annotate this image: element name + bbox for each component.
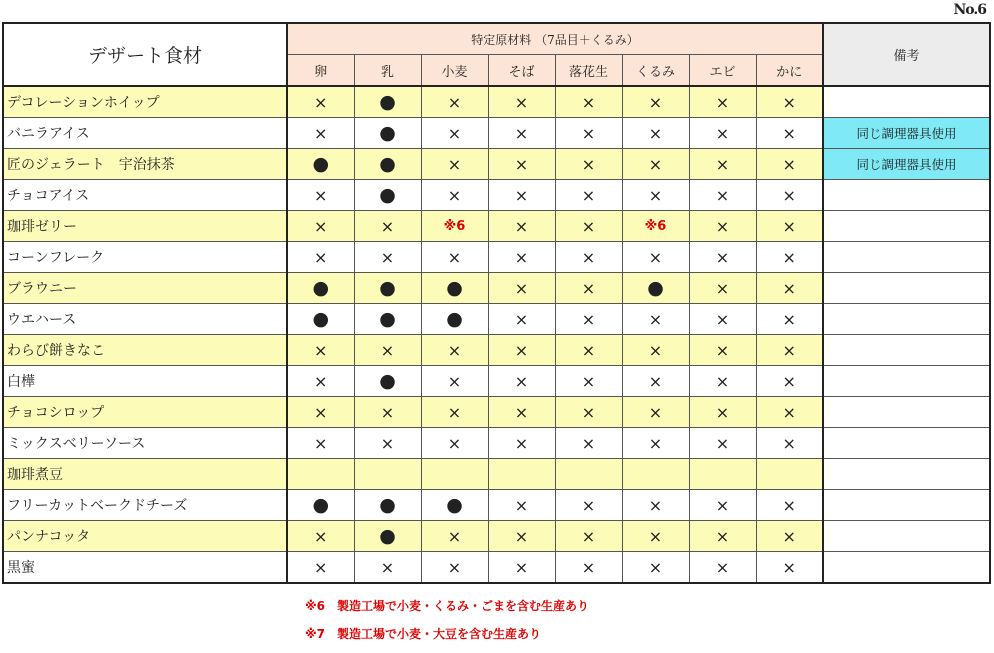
allergen-cell: × xyxy=(689,273,756,304)
allergen-cell: × xyxy=(354,428,421,459)
allergen-cell: × xyxy=(756,304,823,335)
allergen-cell: × xyxy=(756,211,823,242)
allergen-cell: × xyxy=(555,428,622,459)
remark-cell xyxy=(823,304,990,335)
food-name: わらび餅きなこ xyxy=(3,335,287,366)
allergen-cell xyxy=(689,459,756,490)
table-row xyxy=(3,149,990,180)
table-row xyxy=(3,335,990,366)
allergen-cell: ● xyxy=(421,304,488,335)
food-name: パンナコッタ xyxy=(3,521,287,552)
allergen-cell: ※6 xyxy=(421,211,488,242)
allergen-cell xyxy=(756,459,823,490)
table-title: デザート食材 xyxy=(3,23,287,86)
allergen-header: かに xyxy=(756,55,823,87)
page-number: No.6 xyxy=(953,2,986,18)
table-row xyxy=(3,180,990,211)
allergen-header: くるみ xyxy=(622,55,689,87)
allergen-header: エビ xyxy=(689,55,756,87)
table-row xyxy=(3,397,990,428)
allergen-cell: × xyxy=(756,86,823,118)
allergen-cell: ● xyxy=(287,273,354,304)
allergen-cell: ● xyxy=(354,86,421,118)
remark-cell xyxy=(823,242,990,273)
remark-cell: 同じ調理器具使用 xyxy=(823,149,990,180)
allergen-cell: × xyxy=(488,86,555,118)
allergen-cell: × xyxy=(555,211,622,242)
allergen-cell: × xyxy=(354,242,421,273)
allergen-cell xyxy=(287,459,354,490)
allergen-cell: × xyxy=(622,242,689,273)
allergen-cell: ● xyxy=(354,366,421,397)
allergen-header: そば xyxy=(488,55,555,87)
allergen-cell: × xyxy=(488,118,555,149)
table-row xyxy=(3,211,990,242)
allergen-cell xyxy=(354,459,421,490)
allergen-cell xyxy=(622,459,689,490)
table-row xyxy=(3,459,990,490)
allergen-cell: × xyxy=(421,118,488,149)
allergen-cell: ● xyxy=(421,273,488,304)
allergen-cell: × xyxy=(287,242,354,273)
allergen-cell: × xyxy=(689,118,756,149)
allergen-cell: × xyxy=(555,149,622,180)
food-name: 珈琲煮豆 xyxy=(3,459,287,490)
remark-cell xyxy=(823,335,990,366)
allergen-cell: × xyxy=(488,211,555,242)
remarks-header: 備考 xyxy=(823,23,990,86)
allergen-cell: × xyxy=(488,242,555,273)
allergen-cell: × xyxy=(689,335,756,366)
food-name: 白樺 xyxy=(3,366,287,397)
allergen-cell: × xyxy=(421,397,488,428)
allergen-cell: × xyxy=(354,397,421,428)
allergen-group-header: 特定原材料 （7品目＋くるみ） xyxy=(287,23,823,55)
allergen-cell: × xyxy=(622,304,689,335)
allergen-header: 小麦 xyxy=(421,55,488,87)
allergen-cell: × xyxy=(622,366,689,397)
remark-cell xyxy=(823,490,990,521)
allergen-header: 落花生 xyxy=(555,55,622,87)
footnotes xyxy=(305,597,589,653)
allergen-header: 乳 xyxy=(354,55,421,87)
allergen-cell: × xyxy=(555,397,622,428)
allergen-cell: × xyxy=(689,397,756,428)
allergen-cell: × xyxy=(488,428,555,459)
allergen-cell: × xyxy=(622,490,689,521)
remark-cell xyxy=(823,273,990,304)
allergen-cell: ● xyxy=(421,490,488,521)
allergen-cell: × xyxy=(689,211,756,242)
allergen-cell: × xyxy=(689,552,756,584)
remark-cell xyxy=(823,86,990,118)
allergen-cell: × xyxy=(689,304,756,335)
remark-cell: 同じ調理器具使用 xyxy=(823,118,990,149)
food-name: フリーカットベークドチーズ xyxy=(3,490,287,521)
allergen-cell: × xyxy=(622,552,689,584)
footnote-6: ※6 製造工場で小麦・くるみ・ごまを含む生産あり xyxy=(305,599,590,613)
allergen-cell: × xyxy=(555,180,622,211)
food-name: 珈琲ゼリー xyxy=(3,211,287,242)
allergen-cell: × xyxy=(287,366,354,397)
allergen-cell: × xyxy=(488,180,555,211)
table-row xyxy=(3,490,990,521)
allergen-cell: × xyxy=(287,428,354,459)
allergen-cell: × xyxy=(555,118,622,149)
allergen-cell: × xyxy=(555,552,622,584)
allergen-cell: × xyxy=(689,428,756,459)
food-name: ミックスベリーソース xyxy=(3,428,287,459)
allergen-cell: × xyxy=(421,428,488,459)
allergen-cell: × xyxy=(689,521,756,552)
allergen-cell: ● xyxy=(354,521,421,552)
remark-cell xyxy=(823,180,990,211)
allergen-cell: × xyxy=(689,366,756,397)
allergen-cell: ● xyxy=(287,149,354,180)
allergen-cell: × xyxy=(756,180,823,211)
allergen-cell: × xyxy=(555,335,622,366)
table-row xyxy=(3,552,990,584)
allergen-cell: × xyxy=(555,273,622,304)
allergen-cell: × xyxy=(756,273,823,304)
allergen-cell: × xyxy=(622,86,689,118)
allergen-cell: × xyxy=(488,490,555,521)
allergen-cell: × xyxy=(488,335,555,366)
allergen-cell: × xyxy=(287,86,354,118)
allergen-cell: × xyxy=(555,366,622,397)
allergen-cell: × xyxy=(488,552,555,584)
allergen-cell: × xyxy=(287,211,354,242)
allergen-cell: × xyxy=(421,366,488,397)
allergen-cell: × xyxy=(689,149,756,180)
footnote-7: ※7 製造工場で小麦・大豆を含む生産あり xyxy=(305,627,542,641)
allergen-cell: × xyxy=(421,180,488,211)
remark-cell xyxy=(823,366,990,397)
allergen-table xyxy=(2,22,991,584)
food-name: チョコシロップ xyxy=(3,397,287,428)
remark-cell xyxy=(823,552,990,584)
allergen-cell xyxy=(555,459,622,490)
remark-cell xyxy=(823,521,990,552)
allergen-cell: × xyxy=(756,397,823,428)
food-name: ブラウニー xyxy=(3,273,287,304)
allergen-cell: × xyxy=(421,242,488,273)
allergen-cell: × xyxy=(488,366,555,397)
allergen-cell: ● xyxy=(354,149,421,180)
allergen-cell: × xyxy=(622,335,689,366)
allergen-cell: × xyxy=(287,180,354,211)
allergen-cell: × xyxy=(488,521,555,552)
remark-cell xyxy=(823,459,990,490)
food-name: デコレーションホイップ xyxy=(3,86,287,118)
allergen-cell: × xyxy=(287,335,354,366)
table-row xyxy=(3,428,990,459)
allergen-cell: × xyxy=(689,490,756,521)
food-name: ウエハース xyxy=(3,304,287,335)
allergen-cell: × xyxy=(421,552,488,584)
allergen-cell: × xyxy=(555,242,622,273)
table-row xyxy=(3,118,990,149)
allergen-cell: × xyxy=(555,304,622,335)
allergen-cell: × xyxy=(622,397,689,428)
allergen-cell: × xyxy=(287,397,354,428)
allergen-cell: × xyxy=(421,335,488,366)
allergen-cell: × xyxy=(622,428,689,459)
allergen-cell: × xyxy=(488,149,555,180)
remark-cell xyxy=(823,211,990,242)
food-name: バニラアイス xyxy=(3,118,287,149)
allergen-cell: × xyxy=(421,149,488,180)
allergen-cell: × xyxy=(354,211,421,242)
allergen-cell: × xyxy=(622,180,689,211)
remark-cell xyxy=(823,397,990,428)
table-row xyxy=(3,242,990,273)
allergen-cell: × xyxy=(622,118,689,149)
allergen-cell: ● xyxy=(354,490,421,521)
allergen-cell xyxy=(421,459,488,490)
allergen-cell: ● xyxy=(287,490,354,521)
allergen-cell: × xyxy=(287,118,354,149)
allergen-cell: × xyxy=(488,273,555,304)
allergen-cell: × xyxy=(756,552,823,584)
allergen-cell: × xyxy=(756,242,823,273)
food-name: 匠のジェラート 宇治抹茶 xyxy=(3,149,287,180)
allergen-cell: × xyxy=(421,521,488,552)
table-row xyxy=(3,366,990,397)
allergen-cell: × xyxy=(555,490,622,521)
allergen-cell: × xyxy=(689,180,756,211)
table-row xyxy=(3,304,990,335)
remark-cell xyxy=(823,428,990,459)
table-row xyxy=(3,273,990,304)
allergen-cell: × xyxy=(488,304,555,335)
food-name: コーンフレーク xyxy=(3,242,287,273)
allergen-cell: × xyxy=(756,521,823,552)
table-row xyxy=(3,521,990,552)
allergen-cell: × xyxy=(622,149,689,180)
allergen-cell: × xyxy=(756,335,823,366)
allergen-cell: × xyxy=(488,397,555,428)
allergen-cell: ※6 xyxy=(622,211,689,242)
allergen-cell: × xyxy=(756,366,823,397)
allergen-cell: × xyxy=(756,118,823,149)
allergen-cell: × xyxy=(354,335,421,366)
allergen-cell: × xyxy=(756,490,823,521)
allergen-cell: ● xyxy=(354,273,421,304)
allergen-cell: ● xyxy=(354,304,421,335)
allergen-cell: × xyxy=(555,521,622,552)
allergen-cell: × xyxy=(622,521,689,552)
allergen-cell: × xyxy=(287,521,354,552)
allergen-cell: ● xyxy=(354,118,421,149)
allergen-cell: ● xyxy=(287,304,354,335)
food-name: チョコアイス xyxy=(3,180,287,211)
allergen-cell: × xyxy=(354,552,421,584)
allergen-cell: × xyxy=(421,86,488,118)
allergen-header: 卵 xyxy=(287,55,354,87)
allergen-cell: × xyxy=(756,428,823,459)
food-name: 黒蜜 xyxy=(3,552,287,584)
allergen-cell: ● xyxy=(354,180,421,211)
allergen-cell xyxy=(488,459,555,490)
allergen-cell: × xyxy=(689,86,756,118)
table-row xyxy=(3,86,990,118)
allergen-cell: ● xyxy=(622,273,689,304)
allergen-cell: × xyxy=(287,552,354,584)
allergen-cell: × xyxy=(756,149,823,180)
allergen-cell: × xyxy=(689,242,756,273)
allergen-cell: × xyxy=(555,86,622,118)
